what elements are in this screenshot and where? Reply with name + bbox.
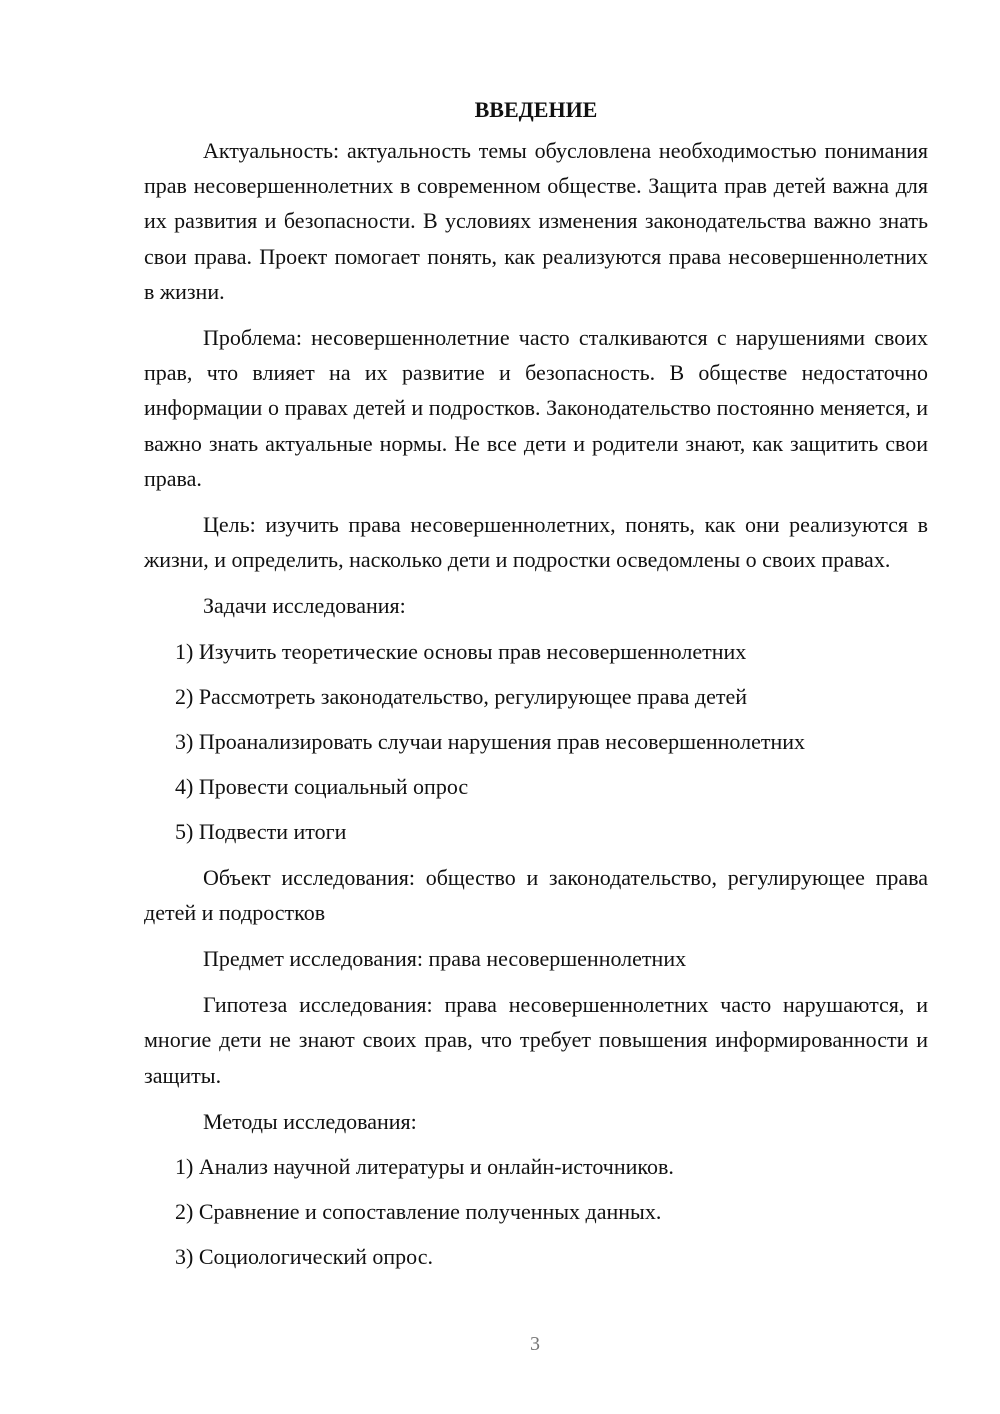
problem-paragraph: Проблема: несовершеннолетние часто сталкиваются с нарушениями своих прав, что влияет на их развитие и безопасность. В обществе недостаточно информации о правах детей и подростков. Законодательство постоянно меняется, и важно знать актуальные нормы. Не все дети и родители знают, как защитить свои права. — [144, 325, 928, 491]
task-item: 1) Изучить теоретические основы прав несовершеннолетних — [175, 638, 747, 664]
method-item: 3) Социологический опрос. — [175, 1244, 433, 1270]
document-page — [144, 92, 928, 1285]
relevance-paragraph: Актуальность: актуальность темы обусловлена необходимостью понимания прав несовершеннолетних в современном обществе. Защита прав детей важна для их развития и безопасности. В условиях изменения законодательства важно знать свои права. Проект помогает понять, как реализуются права несовершеннолетних в жизни. — [144, 138, 928, 304]
tasks-list — [144, 634, 928, 850]
subject-paragraph: Предмет исследования: права несовершеннолетних — [203, 946, 687, 972]
methods-list — [144, 1149, 928, 1275]
method-item: 1) Анализ научной литературы и онлайн-источников. — [175, 1154, 674, 1180]
object-paragraph: Объект исследования: общество и законодательство, регулирующее права детей и подростков — [144, 864, 928, 925]
tasks-heading: Задачи исследования: — [203, 593, 406, 619]
task-item: 4) Провести социальный опрос — [175, 774, 469, 800]
hypothesis-paragraph: Гипотеза исследования: права несовершеннолетних часто нарушаются, и многие дети не знают своих прав, что требует повышения информированности и защиты. — [144, 992, 928, 1088]
page-number: 3 — [530, 1333, 540, 1355]
method-item: 2) Сравнение и сопоставление полученных данных. — [175, 1199, 662, 1225]
methods-heading: Методы исследования: — [203, 1108, 417, 1134]
task-item: 2) Рассмотреть законодательство, регулирующее права детей — [175, 683, 748, 709]
task-item: 3) Проанализировать случаи нарушения прав несовершеннолетних — [175, 729, 805, 755]
section-title: ВВЕДЕНИЕ — [474, 97, 598, 122]
task-item: 5) Подвести итоги — [175, 819, 347, 845]
goal-paragraph: Цель: изучить права несовершеннолетних, понять, как они реализуются в жизни, и определить, насколько дети и подростки осведомлены о своих правах. — [144, 512, 928, 573]
